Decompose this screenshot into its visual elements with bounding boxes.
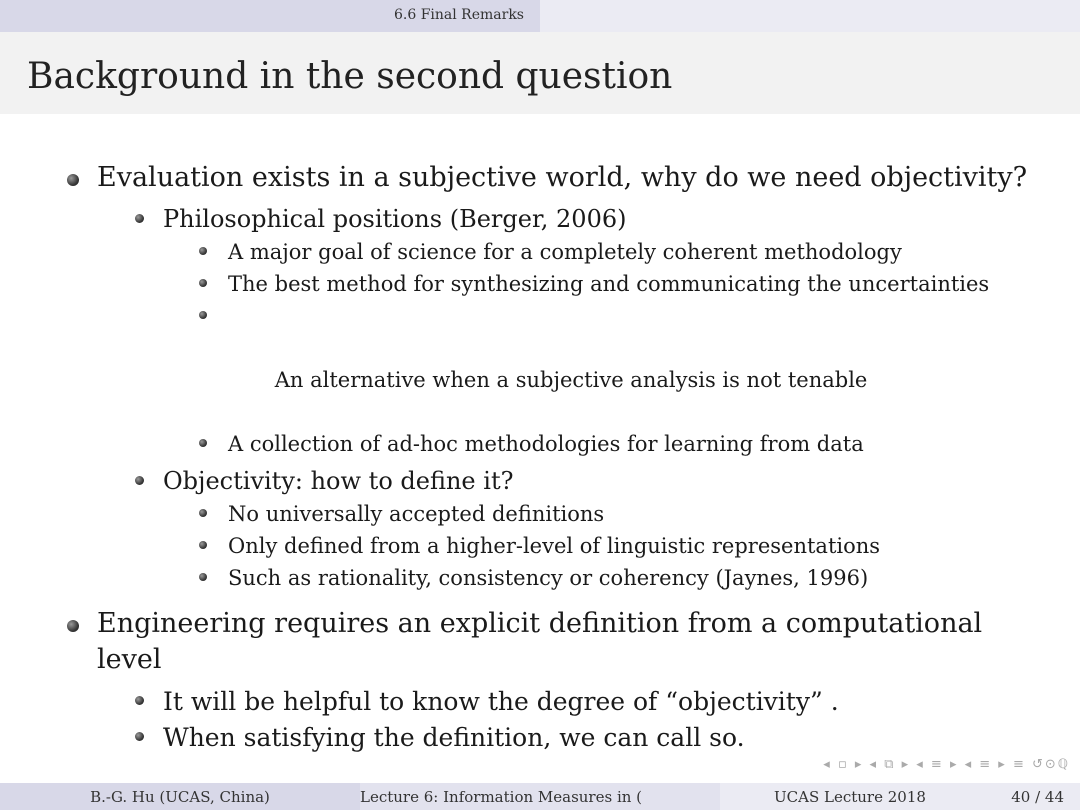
footer-bar — [0, 783, 1080, 810]
footer-event-box — [720, 783, 1080, 810]
slide-content — [0, 160, 1080, 756]
bullet-icon — [67, 620, 79, 632]
item-text: Evaluation exists in a subjective world, why do we need objectivity? — [97, 162, 1028, 193]
headline-bar — [0, 0, 1080, 32]
item-text: The best method for synthesizing and communicating the uncertainties — [228, 272, 990, 296]
item-text: Philosophical positions (Berger, 2006) — [163, 205, 627, 233]
beamer-navigation-icons[interactable]: ◂ ▫ ▸ ◂ ⧉ ▸ ◂ ≡ ▸ ◂ ≡ ▸ ≡ ↺⊙ℚ — [823, 757, 1070, 772]
list-item — [0, 160, 1080, 196]
page-number: 40 / 44 — [1011, 788, 1064, 806]
list-item — [0, 606, 1080, 678]
list-item — [0, 498, 1080, 530]
bullet-icon — [67, 174, 79, 186]
headline-right — [540, 0, 1080, 32]
bullet-icon — [135, 476, 144, 485]
section-link[interactable]: 6.6 Final Remarks — [393, 7, 524, 23]
bullet-icon — [199, 541, 207, 549]
bullet-icon — [199, 439, 207, 447]
bullet-icon — [135, 696, 144, 705]
list-item — [0, 464, 1080, 498]
list-item — [0, 530, 1080, 562]
item-text: It will be helpful to know the degree of “objectivity” . — [163, 687, 839, 716]
list-item — [0, 236, 1080, 268]
list-item — [0, 684, 1080, 720]
bullet-icon — [199, 279, 207, 287]
slide-title: Background in the second question — [27, 56, 673, 97]
footer-author: B.-G. Hu (UCAS, China) — [0, 783, 360, 810]
footer-lecture-box — [360, 783, 720, 810]
list-item — [0, 428, 1080, 460]
item-text: Only defined from a higher-level of linguistic representations — [228, 534, 881, 558]
item-text: Such as rationality, consistency or coherency (Jaynes, 1996) — [228, 566, 869, 590]
list-item — [0, 202, 1080, 236]
item-text: No universally accepted definitions — [228, 502, 605, 526]
bullet-icon — [199, 573, 207, 581]
frame-title-bar — [0, 32, 1080, 114]
item-text: Engineering requires an explicit definition from a computational level — [97, 608, 983, 675]
top-level-list — [0, 160, 1080, 756]
item-text: A major goal of science for a completely coherent methodology — [228, 240, 902, 264]
item-text: A collection of ad-hoc methodologies for learning from data — [228, 432, 864, 456]
list-item — [0, 720, 1080, 756]
bullet-icon — [199, 509, 207, 517]
section-navigation[interactable] — [0, 0, 540, 32]
item-text: An alternative when a subjective analysis is not tenable — [268, 368, 868, 392]
list-item — [0, 300, 1080, 428]
bullet-icon — [135, 732, 144, 741]
list-item — [0, 268, 1080, 300]
bullet-icon — [199, 311, 207, 319]
footer-event: UCAS Lecture 2018 — [774, 788, 926, 806]
bullet-icon — [199, 247, 207, 255]
item-text: Objectivity: how to define it? — [163, 467, 514, 495]
footer-lecture-title: Lecture 6: Information Measures in ( — [360, 788, 643, 806]
list-item — [0, 562, 1080, 594]
item-text: When satisfying the definition, we can call so. — [163, 723, 745, 752]
bullet-icon — [135, 214, 144, 223]
